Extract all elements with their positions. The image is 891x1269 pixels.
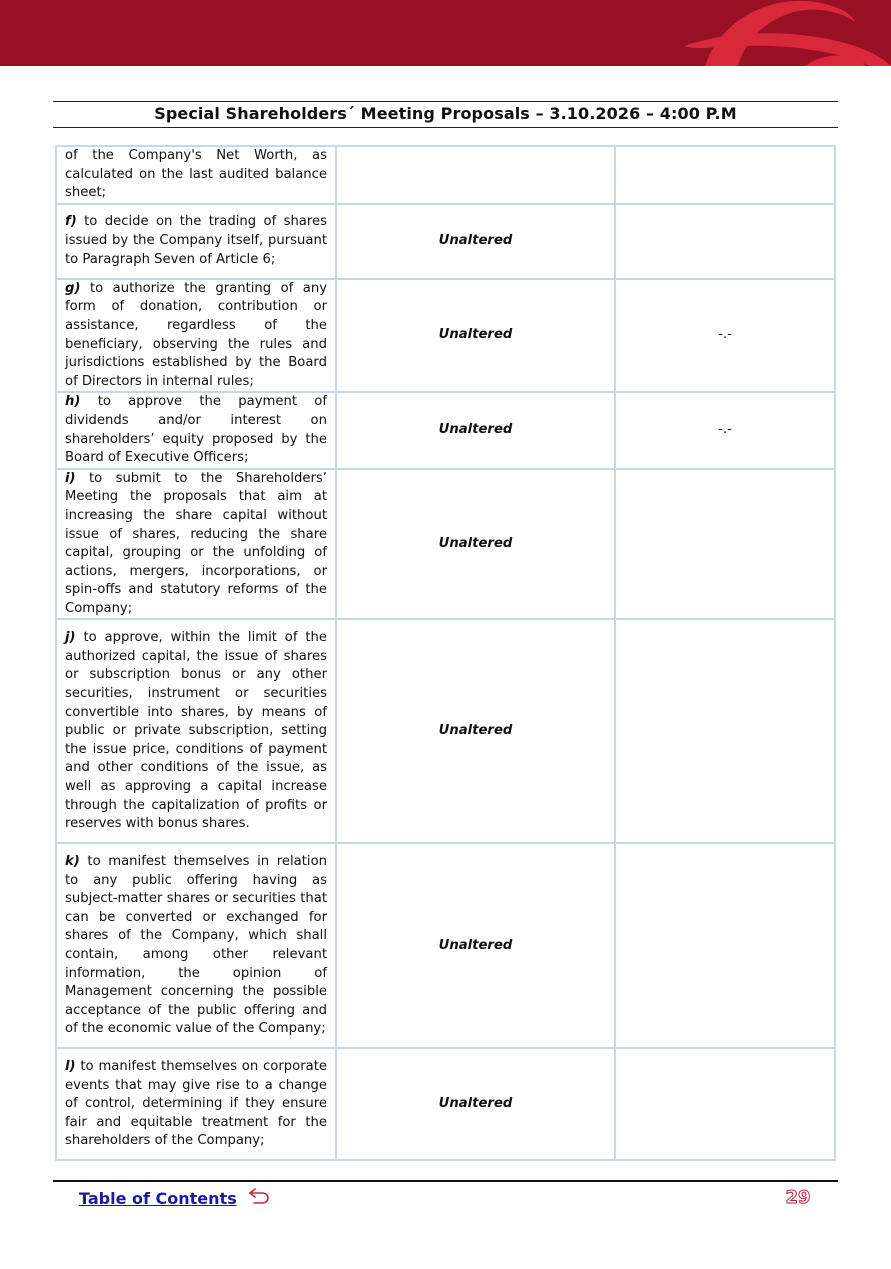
proposal-text-cell bbox=[56, 1048, 336, 1160]
proposal-text: of the Company's Net Worth, as calculated on the last audited balance sheet; bbox=[65, 148, 327, 201]
proposal-text: to approve the payment of dividends and/or interest on shareholders’ equity proposed by the Board of Executive Officers; bbox=[65, 394, 327, 466]
note-cell bbox=[615, 619, 835, 843]
item-label: j) bbox=[65, 630, 76, 646]
status-cell: Unaltered bbox=[336, 619, 615, 843]
proposal-text: to submit to the Shareholders’ Meeting the proposals that aim at increasing the share capital without issue of shares, reducing the share capital, grouping or the unfolding of actions, mergers, incorporations, or spin-offs and statutory reforms of the Company; bbox=[65, 470, 327, 616]
proposal-text-cell bbox=[56, 146, 336, 204]
note-cell bbox=[615, 469, 835, 620]
proposal-text-cell bbox=[56, 204, 336, 279]
header-divider-bottom bbox=[53, 127, 838, 128]
table-row bbox=[56, 1048, 835, 1160]
header-banner bbox=[0, 0, 891, 66]
proposal-text: to manifest themselves on corporate events that may give rise to a change of control, determining if they ensure fair and equitable treatment for the shareholders of the Company; bbox=[65, 1058, 327, 1149]
item-label: k) bbox=[65, 854, 80, 869]
note-cell: -.- bbox=[615, 279, 835, 393]
item-label: f) bbox=[65, 214, 77, 230]
status-cell: Unaltered bbox=[336, 843, 615, 1048]
note-cell: -.- bbox=[615, 392, 835, 468]
table-row bbox=[56, 279, 835, 393]
proposal-text-cell bbox=[56, 619, 336, 843]
header-divider-top bbox=[53, 101, 838, 102]
table-row bbox=[56, 469, 835, 620]
note-cell bbox=[615, 204, 835, 279]
table-row bbox=[56, 619, 835, 843]
proposal-text-cell bbox=[56, 843, 336, 1048]
footer-divider bbox=[53, 1180, 838, 1182]
proposal-text-cell bbox=[56, 469, 336, 620]
status-cell: Unaltered bbox=[336, 279, 615, 393]
proposal-text: to authorize the granting of any form of donation, contribution or assistance, regardless of the beneficiary, observing the rules and jurisdictions established by the Board of Directors in internal rules; bbox=[65, 280, 328, 389]
proposal-text: to approve, within the limit of the authorized capital, the issue of shares or subscription bonus or any other securities, instrument or securities convertible into shares, by means of public or private subscription, setting the issue price, conditions of payment and other conditions of the issue, as well as approving a capital increase through the capitalization of profits or reserves with bonus shares. bbox=[65, 630, 327, 832]
status-cell bbox=[336, 146, 615, 204]
proposal-text-cell bbox=[56, 392, 336, 468]
proposal-text: to decide on the trading of shares issued by the Company itself, pursuant to Paragraph Seven of Article 6; bbox=[65, 214, 327, 267]
table-row bbox=[56, 204, 835, 279]
return-arrow-icon[interactable] bbox=[248, 1186, 270, 1206]
status-cell: Unaltered bbox=[336, 469, 615, 620]
item-label: h) bbox=[65, 394, 81, 410]
table-of-contents-link[interactable]: Table of Contents bbox=[79, 1189, 237, 1208]
status-cell: Unaltered bbox=[336, 1048, 615, 1160]
proposal-text-cell bbox=[56, 279, 336, 393]
table-row bbox=[56, 843, 835, 1048]
brand-logo-icon bbox=[0, 0, 891, 66]
status-cell: Unaltered bbox=[336, 392, 615, 468]
note-cell bbox=[615, 1048, 835, 1160]
page-number: 29 bbox=[785, 1187, 811, 1208]
proposal-text: to manifest themselves in relation to any public offering having as subject-matter shares or securities that can be converted or exchanged for shares of the Company, which shall contain, among other relevant information, the opinion of Management concerning the possible acceptance of the public offering and of the economic value of the Company; bbox=[65, 854, 327, 1037]
item-label: l) bbox=[65, 1058, 76, 1074]
note-cell bbox=[615, 146, 835, 204]
item-label: i) bbox=[65, 470, 76, 486]
status-cell: Unaltered bbox=[336, 204, 615, 279]
table-row bbox=[56, 392, 835, 468]
proposals-table bbox=[55, 145, 836, 1161]
page-title: Special Shareholders´ Meeting Proposals – 3.10.2026 – 4:00 P.M bbox=[154, 104, 737, 123]
table-row bbox=[56, 146, 835, 204]
note-cell bbox=[615, 843, 835, 1048]
item-label: g) bbox=[65, 280, 81, 296]
